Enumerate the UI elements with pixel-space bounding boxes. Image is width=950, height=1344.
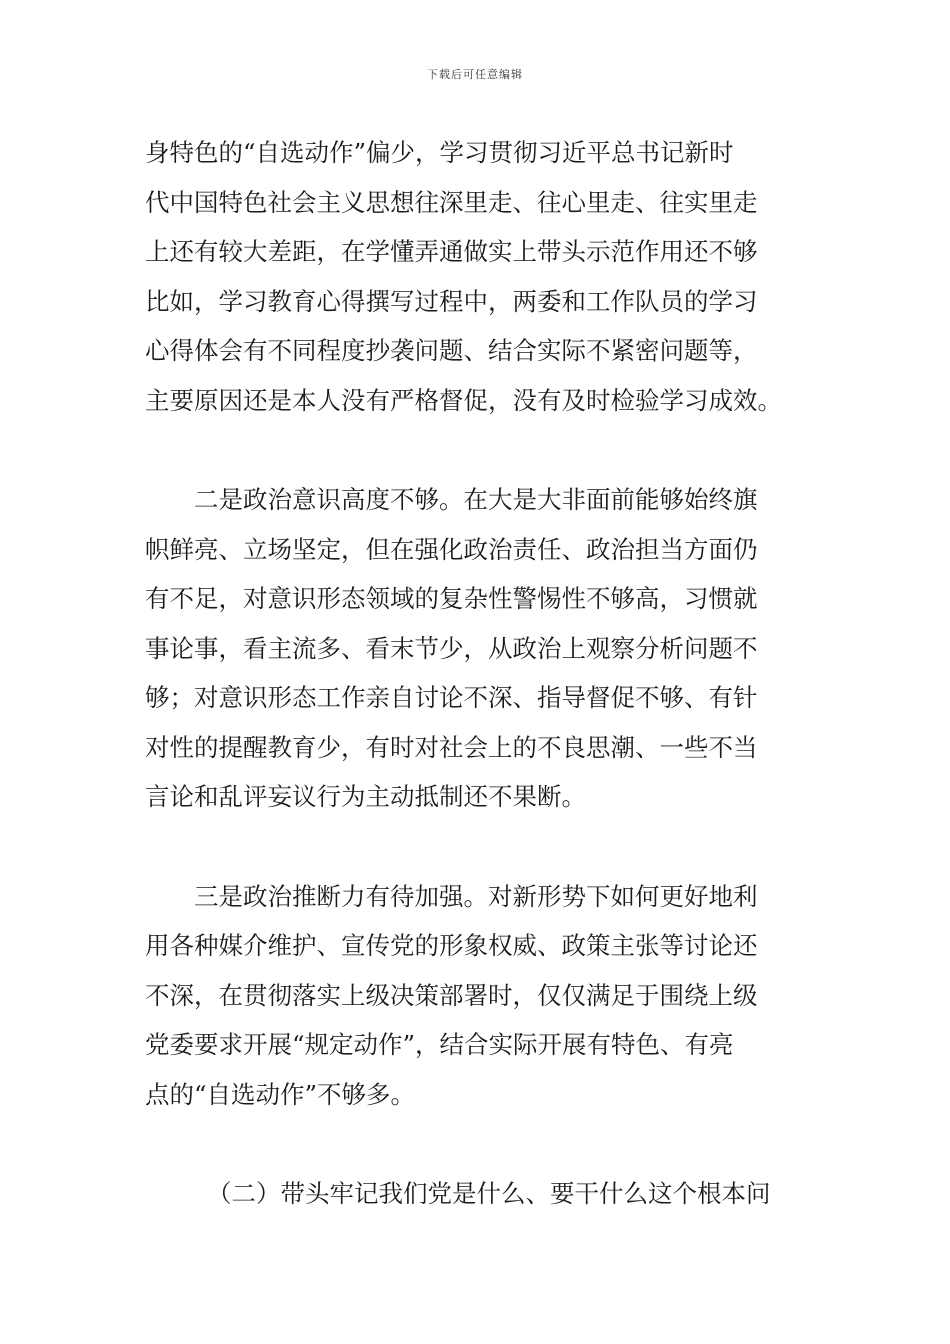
paragraph-1 bbox=[145, 128, 805, 425]
text-line: 上还有较大差距，在学懂弄通做实上带头示范作用还不够 bbox=[145, 237, 758, 266]
text-line: 用各种媒介维护、宣传党的形象权威、政策主张等讨论还 bbox=[145, 931, 758, 960]
text-line: 够；对意识形态工作亲自讨论不深、指导督促不够、有针 bbox=[145, 683, 758, 712]
text-line: 主要原因还是本人没有严格督促，没有及时检验学习成效。 bbox=[145, 385, 782, 415]
text-line: 党委要求开展“规定动作”，结合实际开展有特色、有亮 bbox=[145, 1030, 734, 1059]
page-header: 下载后可任意编辑 bbox=[427, 68, 523, 81]
text-line: 帜鲜亮、立场坚定，但在强化政治责任、政治担当方面仍 bbox=[145, 534, 758, 564]
text-line: 身特色的“自选动作”偏少，学习贯彻习近平总书记新时 bbox=[145, 138, 734, 167]
paragraph-gap bbox=[145, 822, 805, 872]
paragraph-gap bbox=[145, 425, 805, 475]
text-line: 对性的提醒教育少，有时对社会上的不良思潮、一些不当 bbox=[145, 732, 758, 762]
text-line: 三是政治推断力有待加强。对新形势下如何更好地利 bbox=[194, 881, 758, 911]
text-line: 二是政治意识高度不够。在大是大非面前能够始终旗 bbox=[194, 485, 758, 514]
paragraph-gap bbox=[145, 1119, 805, 1169]
paragraph-2 bbox=[145, 475, 805, 822]
text-line: 代中国特色社会主义思想往深里走、往心里走、往实里走 bbox=[145, 187, 758, 217]
text-line: 事论事，看主流多、看末节少，从政治上观察分析问题不 bbox=[145, 633, 758, 663]
section-heading bbox=[145, 1169, 805, 1219]
text-line: 言论和乱评妄议行为主动抵制还不果断。 bbox=[145, 782, 586, 811]
text-line: 点的“自选动作”不够多。 bbox=[145, 1079, 416, 1109]
document-body bbox=[145, 128, 805, 1219]
text-line: 不深，在贯彻落实上级决策部署时，仅仅满足于围绕上级 bbox=[145, 980, 758, 1010]
text-line: 比如，学习教育心得撰写过程中，两委和工作队员的学习 bbox=[145, 286, 758, 316]
text-line: 心得体会有不同程度抄袭问题、结合实际不紧密问题等， bbox=[145, 336, 758, 365]
heading-line: （二）带头牢记我们党是什么、要干什么这个根本问 bbox=[207, 1179, 771, 1208]
paragraph-3 bbox=[145, 872, 805, 1120]
text-line: 有不足，对意识形态领域的复杂性警惕性不够高，习惯就 bbox=[145, 584, 758, 613]
